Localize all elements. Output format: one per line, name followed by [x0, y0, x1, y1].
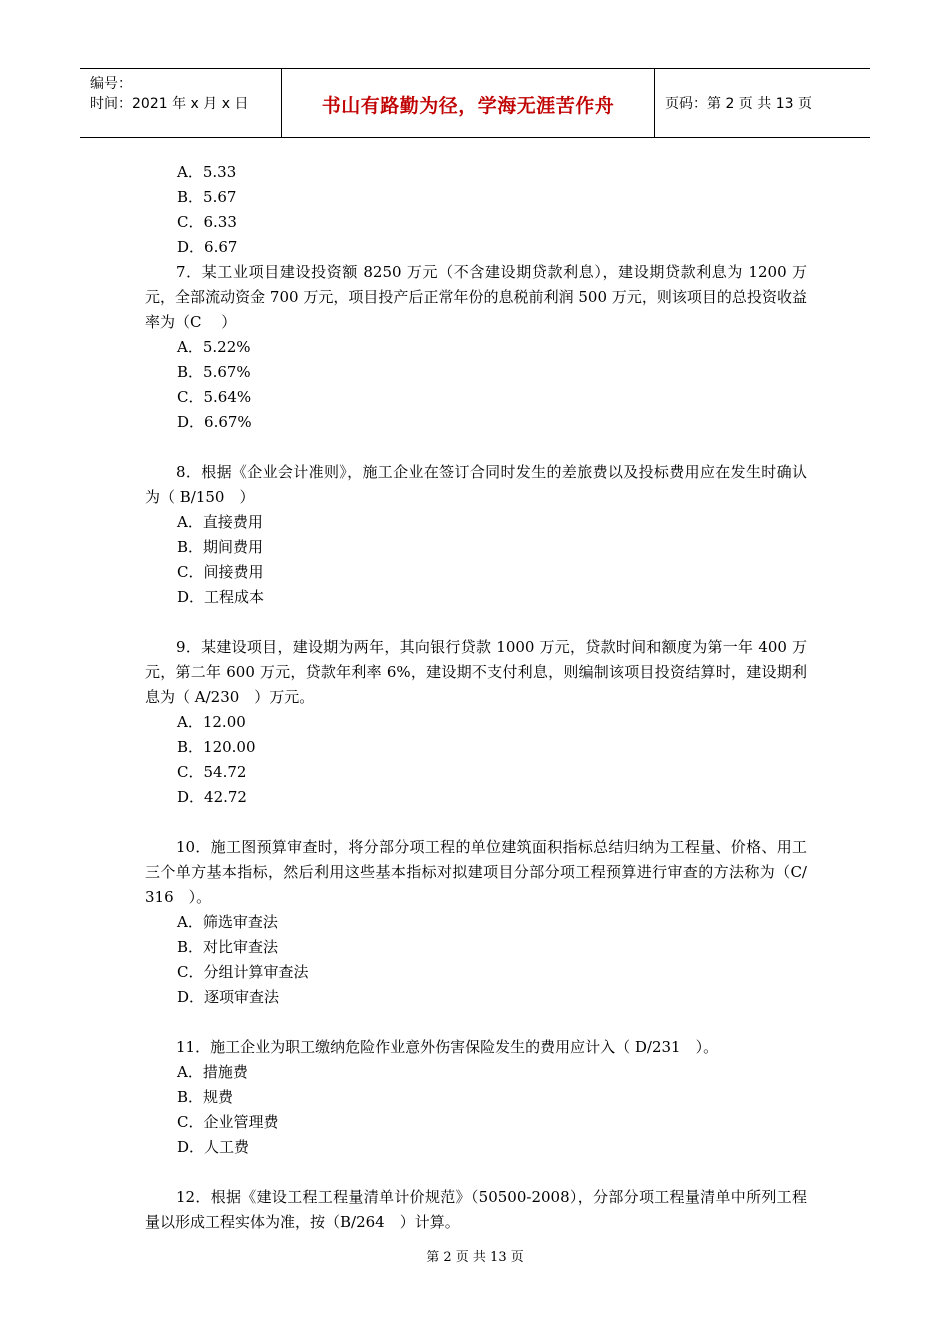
question-8: 8．根据《企业会计准则》，施工企业在签订合同时发生的差旅费以及投标费用应在发生时确认为（ B/150 ） — [145, 463, 807, 506]
q6-option-d: D．6.67 — [177, 238, 238, 256]
document-number-label: 编号： — [90, 76, 132, 92]
document-date: 时间：2021 年 x 月 x 日 — [90, 96, 249, 112]
q8-option-a: A．直接费用 — [177, 513, 263, 531]
q10-option-a: A．筛选审查法 — [177, 913, 278, 931]
question-9: 9．某建设项目，建设期为两年，其向银行贷款 1000 万元，贷款时间和额度为第一年 400 万元，第二年 600 万元，贷款年利率 6%，建设期不支付利息，则编制该项目投资结算时，建设期利息为（ A/230 ）万元。 — [145, 638, 807, 706]
header-motto: 书山有路勤为径，学海无涯苦作舟 — [321, 95, 615, 117]
q6-option-c: C．6.33 — [177, 213, 237, 231]
q11-option-c: C．企业管理费 — [177, 1113, 279, 1131]
q9-option-b: B．120.00 — [177, 738, 256, 756]
spacer — [145, 1010, 807, 1035]
spacer — [145, 435, 807, 460]
q8-option-b: B．期间费用 — [177, 538, 264, 556]
question-10: 10．施工图预算审查时，将分部分项工程的单位建筑面积指标总结归纳为工程量、价格、用工三个单方基本指标，然后利用这些基本指标对拟建项目分部分项工程预算进行审查的方法称为（C/ 316 ）。 — [145, 838, 807, 906]
q10-option-b: B．对比审查法 — [177, 938, 279, 956]
question-12: 12．根据《建设工程工程量清单计价规范》（50500-2008），分部分项工程量清单中所列工程量以形成工程实体为准，按（B/264 ）计算。 — [145, 1188, 807, 1231]
page-footer: 第 2 页 共 13 页 — [426, 1250, 524, 1265]
header-right-cell — [655, 69, 870, 137]
header-left-cell — [80, 69, 282, 137]
q10-option-c: C．分组计算审查法 — [177, 963, 309, 981]
q9-option-a: A．12.00 — [177, 713, 246, 731]
q6-option-b: B．5.67 — [177, 188, 237, 206]
question-7: 7．某工业项目建设投资额 8250 万元（不含建设期贷款利息），建设期贷款利息为 1200 万元，全部流动资金 700 万元，项目投产后正常年份的息税前利润 500 万元，则该项目的总投资收益率为（C ） — [145, 263, 807, 331]
q7-option-a: A．5.22% — [177, 338, 251, 356]
q11-option-a: A．措施费 — [177, 1063, 248, 1081]
question-11: 11．施工企业为职工缴纳危险作业意外伤害保险发生的费用应计入（ D/231 ）。 — [176, 1038, 719, 1056]
q7-option-d: D．6.67% — [177, 413, 252, 431]
q8-option-d: D．工程成本 — [177, 588, 265, 606]
q11-option-b: B．规费 — [177, 1088, 234, 1106]
spacer — [145, 810, 807, 835]
q11-option-d: D．人工费 — [177, 1138, 250, 1156]
q8-option-c: C．间接费用 — [177, 563, 264, 581]
spacer — [145, 1160, 807, 1185]
q7-option-c: C．5.64% — [177, 388, 252, 406]
page-header — [80, 68, 870, 138]
header-page-code: 页码：第 2 页 共 13 页 — [665, 96, 812, 112]
document-body — [145, 160, 807, 1235]
header-motto-cell — [282, 69, 655, 137]
q6-option-a: A．5.33 — [177, 163, 237, 181]
q9-option-c: C．54.72 — [177, 763, 247, 781]
q10-option-d: D．逐项审查法 — [177, 988, 280, 1006]
q7-option-b: B．5.67% — [177, 363, 251, 381]
spacer — [145, 610, 807, 635]
q9-option-d: D．42.72 — [177, 788, 247, 806]
